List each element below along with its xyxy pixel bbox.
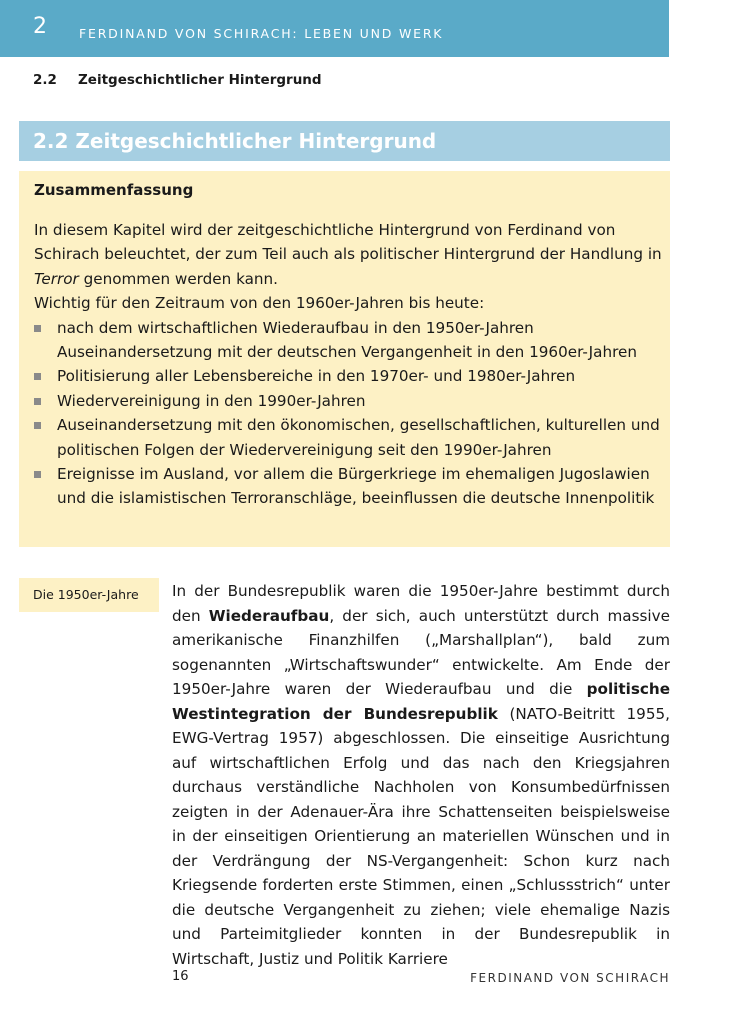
- square-bullet-icon: [34, 398, 41, 405]
- chapter-number: 2: [33, 14, 47, 39]
- work-title: Terror: [34, 269, 79, 288]
- list-item: [34, 462, 664, 511]
- square-bullet-icon: [34, 471, 41, 478]
- summary-intro: [34, 218, 664, 291]
- body-keyword: Wiederaufbau: [208, 606, 330, 625]
- list-item-text: Auseinandersetzung mit den ökonomischen, gesellschaftlichen, kulturellen und politischen Folgen der Wiedervereinigung seit den 1990er-Jahren: [57, 416, 660, 459]
- running-subheading-title: Zeitgeschichtlicher Hintergrund: [78, 72, 322, 88]
- body-paragraph: [172, 579, 670, 971]
- square-bullet-icon: [34, 325, 41, 332]
- body-text-part: (NATO-Beitritt 1955, EWG-Vertrag 1957) abgeschlossen. Die einseitige Ausrichtung auf wirtschaftlichen Erfolg und das nach den Kriegsjahren durchaus verständliche Nachholen von Konsumbedürfnissen zeigten in der Adenauer-Ära ihre Schattenseiten beispielsweise in der einseitigen Orientierung an materiellen Wünschen und in der Verdrängung der NS-Vergangenheit: Schon kurz nach Kriegsende forderten erste Stimmen, einen „Schlussstrich“ unter die deutsche Vergangenheit zu ziehen; viele ehemalige Nazis und Parteimitglieder konnten in der Bundesrepublik in Wirtschaft, Justiz und Politik Karriere: [172, 704, 670, 968]
- list-item: [34, 389, 664, 413]
- summary-box: [19, 171, 670, 547]
- list-item-text: nach dem wirtschaftlichen Wiederaufbau in den 1950er-Jahren Auseinandersetzung mit der deutschen Vergangenheit in den 1960er-Jahren: [57, 318, 637, 362]
- body-keyword: politische Westintegration der Bundesrepublik: [172, 680, 670, 723]
- summary-list: [34, 316, 664, 511]
- list-item-text: Wiedervereinigung in den 1990er-Jahren: [57, 391, 366, 410]
- running-subheading-number: 2.2: [33, 72, 57, 88]
- list-item: [34, 413, 664, 462]
- margin-label-text: Die 1950er-Jahre: [33, 587, 139, 602]
- footer-book-title: FERDINAND VON SCHIRACH: [470, 971, 670, 985]
- square-bullet-icon: [34, 373, 41, 380]
- summary-intro-part: genommen werden kann.: [78, 269, 278, 288]
- body-text-part: , der sich, auch unterstützt durch massive amerikanische Finanzhilfen („Marshallplan“), bald zum sogenannten „Wirtschaftswunder“ entwickelte. Am Ende der 1950er-Jahre waren der Wiederaufbau und die: [172, 606, 670, 698]
- list-item: [34, 364, 664, 388]
- summary-intro-part: In diesem Kapitel wird der zeitgeschichtliche Hintergrund von Ferdinand von Schirach beleuchtet, der zum Teil auch als politischer Hintergrund der Handlung in: [34, 221, 662, 264]
- list-item: [34, 316, 664, 365]
- section-title: 2.2 Zeitgeschichtlicher Hintergrund: [33, 129, 437, 153]
- list-item-text: Ereignisse im Ausland, vor allem die Bürgerkriege im ehemaligen Jugoslawien und die islamistischen Terroranschläge, beeinflussen die deutsche Innenpolitik: [57, 465, 655, 508]
- running-subheading: [33, 71, 322, 89]
- body-text-part: In der Bundesrepublik waren die 1950er-Jahre bestimmt durch den: [172, 582, 670, 625]
- summary-text: [34, 218, 664, 511]
- list-item-text: Politisierung aller Lebensbereiche in den 1970er- und 1980er-Jahren: [57, 367, 576, 386]
- section-heading-band: [19, 121, 670, 161]
- summary-heading: Zusammenfassung: [34, 181, 194, 199]
- summary-lead: Wichtig für den Zeitraum von den 1960er-Jahren bis heute:: [34, 294, 485, 313]
- page-number: 16: [172, 969, 189, 984]
- chapter-title: FERDINAND VON SCHIRACH: LEBEN UND WERK: [79, 26, 444, 41]
- chapter-header-band: [0, 0, 669, 57]
- square-bullet-icon: [34, 422, 41, 429]
- margin-label: [19, 578, 159, 612]
